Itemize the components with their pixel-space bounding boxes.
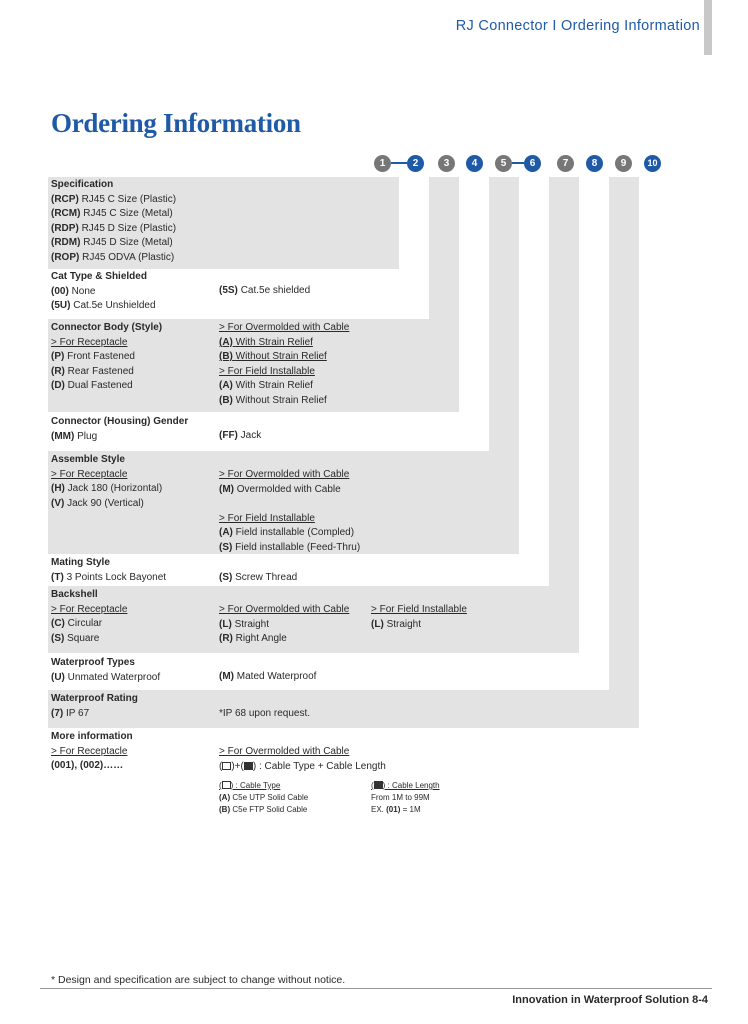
section-title: Waterproof Rating [51,693,138,704]
list-item: (S) Square [51,632,100,644]
footnote: * Design and specification are subject to change without notice. [51,974,346,986]
list-item: (T) 3 Points Lock Bayonet [51,571,167,583]
section-title: More information [51,731,133,742]
cable-length-legend [371,780,440,816]
step-4-badge: 4 [466,155,483,172]
section-connector-body [51,321,162,394]
list-item: (L) Straight [371,618,422,630]
list-item: (P) Front Fastened [51,351,135,363]
list-item: (U) Unmated Waterproof [51,671,161,683]
step-1-badge: 1 [374,155,391,172]
sub-heading: > For Receptacle [51,336,128,348]
list-item: (B) C5e FTP Solid Cable [219,805,308,814]
list-item: (A) With Strain Relief [219,336,313,348]
section-title: Backshell [51,589,98,600]
list-item: (M) Overmolded with Cable [219,483,341,495]
list-item: (C) Circular [51,618,103,630]
list-item: (001), (002)…… [51,760,124,772]
more-information-col2 [219,745,386,774]
section-title: Waterproof Types [51,657,135,668]
sub-heading: > For Receptacle [51,745,128,757]
step-5-badge: 5 [495,155,512,172]
section-specification [51,178,176,266]
rail-3 [429,177,459,319]
rail-9 [609,177,639,690]
list-item: (ROP) RJ45 ODVA (Plastic) [51,251,175,263]
sub-heading: ( ) : Cable Type [219,781,281,790]
list-item: (RDM) RJ45 D Size (Metal) [51,237,173,249]
section-title: Connector Body (Style) [51,322,163,333]
list-item: (MM) Plug [51,430,98,442]
mating-style-col2 [219,571,297,586]
header-title: RJ Connector I Ordering Information [455,18,700,34]
cable-formula: ( )+( ) : Cable Type + Cable Length [219,760,386,772]
step-connector-dash [512,162,524,164]
section-mating-style [51,556,166,585]
list-item: (5S) Cat.5e shielded [219,285,311,296]
backshell-col3 [371,603,467,632]
list-item: (RCM) RJ45 C Size (Metal) [51,208,173,220]
connector-body-col2 [219,321,349,409]
list-item: (D) Dual Fastened [51,380,133,392]
section-backshell [51,588,127,646]
assemble-style-col2 [219,468,360,556]
list-item: (S) Screw Thread [219,572,298,583]
list-item: (M) Mated Waterproof [219,671,317,682]
sub-heading: > For Overmolded with Cable [219,469,350,480]
section-title: Assemble Style [51,454,125,465]
list-item: EX. (01) = 1M [371,805,421,814]
page-title: Ordering Information [51,108,301,138]
cable-length-box-icon [374,781,383,789]
sub-heading: > For Overmolded with Cable [219,604,350,615]
list-item: (S) Field installable (Feed-Thru) [219,541,361,553]
footer-text: Innovation in Waterproof Solution 8-4 [512,994,708,1006]
list-item: (B) Without Strain Relief [219,394,327,406]
section-title: Connector (Housing) Gender [51,416,189,427]
step-6-badge: 6 [524,155,541,172]
list-item: (RDP) RJ45 D Size (Plastic) [51,222,177,234]
gender-col2 [219,429,261,444]
footer-divider [40,988,712,989]
section-title: Specification [51,179,114,190]
list-item: (A) With Strain Relief [219,380,313,392]
step-8-badge: 8 [586,155,603,172]
sub-heading: > For Overmolded with Cable [219,322,350,333]
list-item: (7) IP 67 [51,707,90,719]
sub-heading: > For Field Installable [219,512,315,524]
section-title: Cat Type & Shielded [51,271,147,282]
step-3-badge: 3 [438,155,455,172]
list-item: (B) Without Strain Relief [219,351,327,363]
step-7-badge: 7 [557,155,574,172]
list-item: From 1M to 99M [371,793,430,802]
cable-type-box-icon [222,762,231,770]
step-9-badge: 9 [615,155,632,172]
sub-heading: > For Field Installable [371,604,467,615]
sub-heading: > For Receptacle [51,603,128,615]
waterproof-types-col2 [219,670,316,685]
sub-heading: > For Overmolded with Cable [219,746,350,757]
list-item: (R) Rear Fastened [51,365,134,377]
cable-type-box-icon [222,781,231,789]
list-item: (RCP) RJ45 C Size (Plastic) [51,193,177,205]
sub-heading: > For Field Installable [219,365,315,377]
section-title: Mating Style [51,557,110,568]
section-more-information [51,730,133,774]
list-item: (A) C5e UTP Solid Cable [219,793,309,802]
list-item: (L) Straight [219,618,270,630]
list-item: (00) None [51,285,96,297]
step-connector-dash [391,162,407,164]
sub-heading: ( ) : Cable Length [371,781,440,790]
section-waterproof-types [51,656,160,685]
list-item: (R) Right Angle [219,633,287,645]
list-item: (5U) Cat.5e Unshielded [51,300,156,312]
cable-type-legend [219,780,308,816]
section-gender [51,415,188,444]
cat-type-col2 [219,284,310,299]
sub-heading: > For Receptacle [51,468,128,480]
list-item: (FF) Jack [219,430,262,441]
section-cat-type [51,270,156,314]
step-10-badge: 10 [644,155,661,172]
list-item: (H) Jack 180 (Horizontal) [51,483,163,495]
section-assemble-style [51,453,162,511]
header-bar [704,0,712,55]
cable-length-box-icon [244,762,253,770]
rail-5 [489,177,519,451]
step-2-badge: 2 [407,155,424,172]
backshell-col2 [219,603,349,647]
waterproof-rating-col2 [219,707,310,722]
list-item: *IP 68 upon request. [219,708,310,719]
list-item: (A) Field installable (Compled) [219,527,355,539]
list-item: (V) Jack 90 (Vertical) [51,497,144,509]
rail-7 [549,177,579,586]
section-waterproof-rating [51,692,138,721]
